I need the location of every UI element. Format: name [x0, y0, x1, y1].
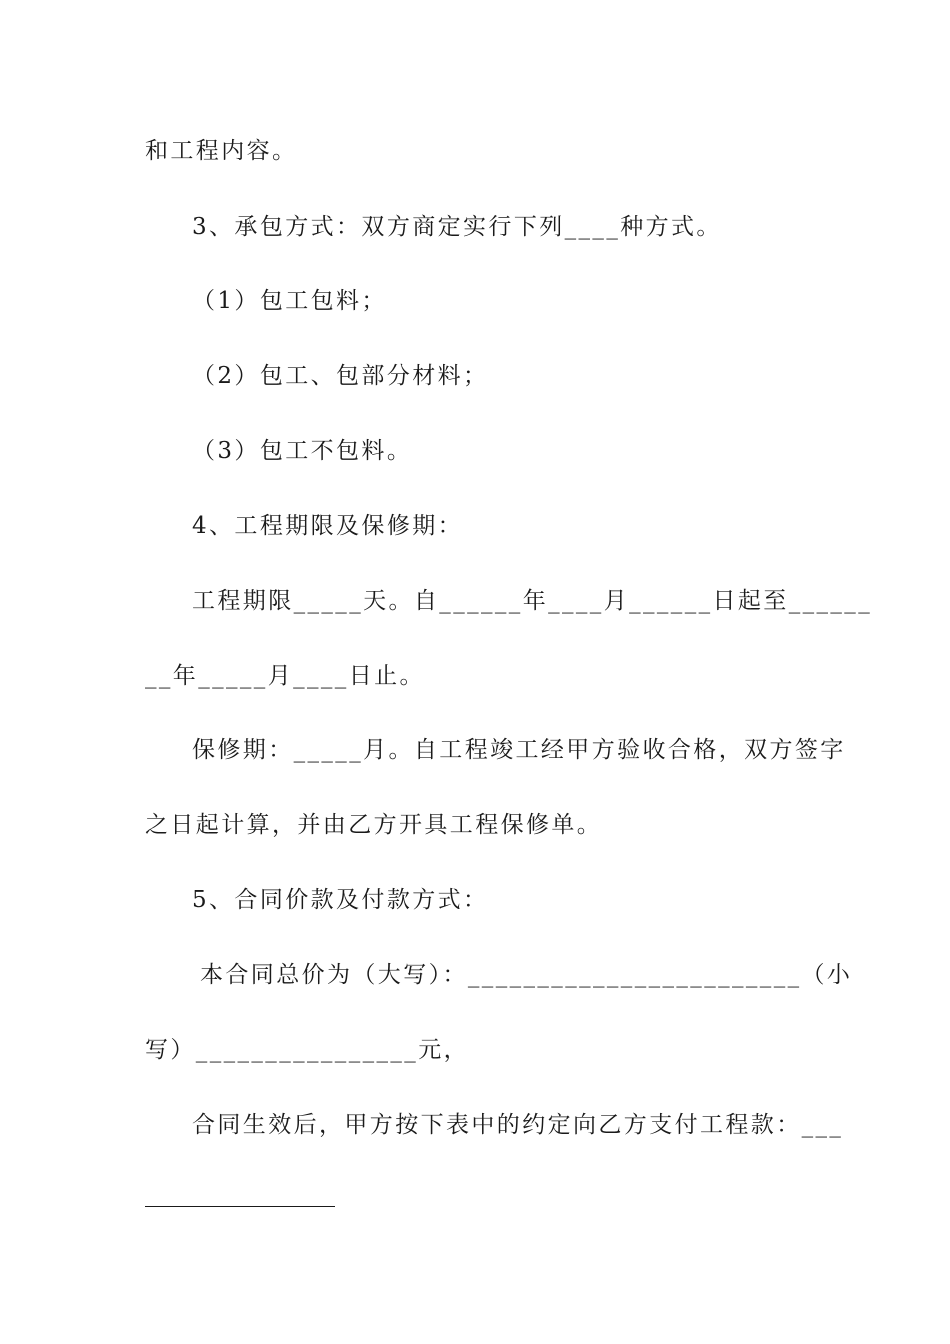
text-line-period-heading: 4、工程期限及保修期：: [192, 513, 464, 539]
text-line-warranty-cont: 之日起计算，并由乙方开具工程保修单。: [145, 812, 603, 838]
text-line-period-days: 工程期限_____天。自______年____月______日起至______: [192, 588, 873, 614]
text-line-period-end: __年_____月____日止。: [145, 663, 425, 689]
text-line-payment: 合同生效后，甲方按下表中的约定向乙方支付工程款：___: [192, 1112, 844, 1138]
text-line-contract-mode: 3、承包方式：双方商定实行下列____种方式。: [192, 214, 722, 240]
text-line-work-content: 和工程内容。: [145, 138, 298, 164]
text-line-warranty: 保修期：_____月。自工程竣工经甲方验收合格，双方签字: [192, 737, 846, 763]
text-line-total-price-cont: 写）________________元，: [145, 1037, 469, 1063]
blank-underline: [145, 1206, 335, 1207]
text-line-option-3: （3）包工不包料。: [192, 438, 413, 464]
text-line-option-2: （2）包工、包部分材料；: [192, 363, 489, 389]
text-line-option-1: （1）包工包料；: [192, 288, 387, 314]
text-line-total-price: 本合同总价为（大写）：________________________（小: [200, 962, 853, 988]
text-line-price-heading: 5、合同价款及付款方式：: [192, 887, 489, 913]
